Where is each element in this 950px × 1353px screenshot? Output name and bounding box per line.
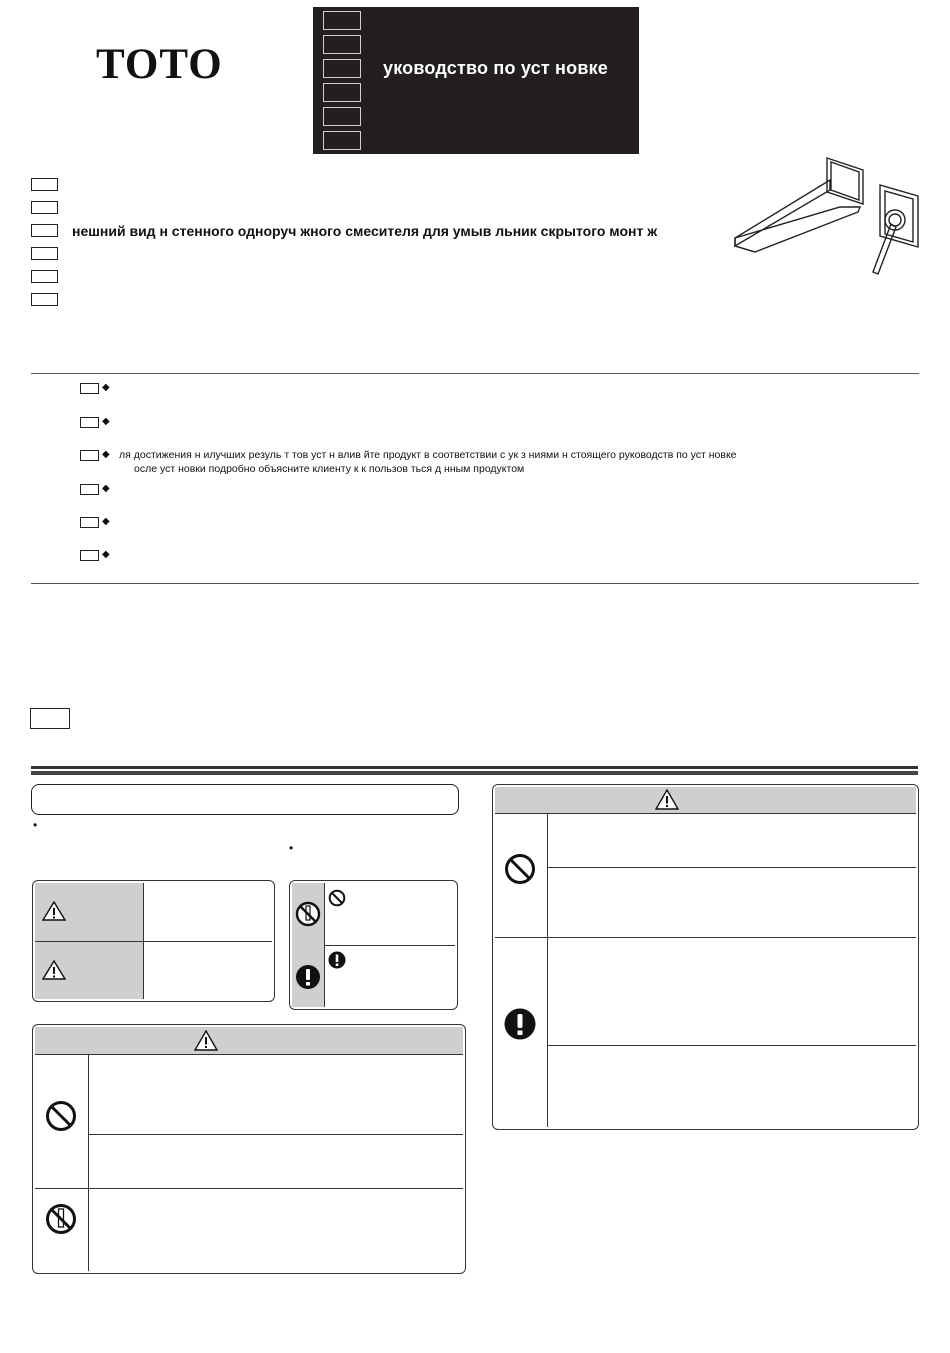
language-box xyxy=(31,247,58,260)
language-box xyxy=(31,270,58,283)
language-box xyxy=(323,35,361,54)
language-box xyxy=(31,201,58,214)
warning-triangle-icon xyxy=(42,901,66,921)
diamond-bullet-icon: ◆ xyxy=(102,416,110,427)
prohibition-icon xyxy=(504,853,536,885)
language-box xyxy=(80,417,99,428)
divider xyxy=(31,373,919,374)
warning-table-right xyxy=(492,784,919,1130)
diamond-bullet-icon: ◆ xyxy=(102,382,110,393)
prohibition-icon xyxy=(328,889,346,907)
section-title-box xyxy=(31,784,459,815)
divider xyxy=(31,583,919,584)
language-box xyxy=(323,107,361,126)
warning-triangle-icon xyxy=(655,789,679,810)
warning-triangle-icon xyxy=(42,960,66,980)
language-box xyxy=(323,59,361,78)
language-box xyxy=(323,11,361,30)
divider xyxy=(31,771,918,775)
diamond-bullet-icon: ◆ xyxy=(102,483,110,494)
warning-legend-panel xyxy=(32,880,275,1002)
toto-logo: TOTO xyxy=(96,41,223,88)
prohibition-icon xyxy=(45,1100,77,1132)
mandatory-action-icon xyxy=(328,951,346,969)
product-title: нешний вид н стенного одноруч жного смесителя для умыв льник скрытого монт ж xyxy=(72,223,658,239)
warning-table-left xyxy=(32,1024,466,1274)
manual-header xyxy=(313,7,639,154)
divider xyxy=(31,766,918,769)
language-box xyxy=(80,550,99,561)
diamond-bullet-icon: ◆ xyxy=(102,549,110,560)
no-disassembly-icon xyxy=(295,901,321,927)
language-box xyxy=(30,708,70,729)
installation-note: осле уст новки подробно объясните клиенту к к пользов ться д нным продуктом xyxy=(134,463,525,475)
installation-note: ля достижения н илучших резуль т тов уст н влив йте продукт в соответствии с ук з ниями н стоящего руководств по уст новке xyxy=(119,449,737,461)
language-box xyxy=(80,383,99,394)
language-box xyxy=(80,484,99,495)
language-box xyxy=(323,131,361,150)
language-box xyxy=(80,517,99,528)
language-box xyxy=(323,83,361,102)
diamond-bullet-icon: ◆ xyxy=(102,516,110,527)
manual-title: уководство по уст новке xyxy=(383,58,609,78)
bullet-icon: • xyxy=(33,818,38,832)
diamond-bullet-icon: ◆ xyxy=(102,449,110,460)
no-disassembly-icon xyxy=(45,1203,77,1235)
bullet-icon: • xyxy=(289,841,294,855)
faucet-illustration xyxy=(730,152,925,280)
language-box xyxy=(31,178,58,191)
language-box xyxy=(31,293,58,306)
symbol-legend-panel xyxy=(289,880,458,1010)
mandatory-action-icon xyxy=(295,964,321,990)
warning-triangle-icon xyxy=(194,1030,218,1051)
language-box xyxy=(31,224,58,237)
mandatory-action-icon xyxy=(504,1008,536,1040)
language-box xyxy=(80,450,99,461)
